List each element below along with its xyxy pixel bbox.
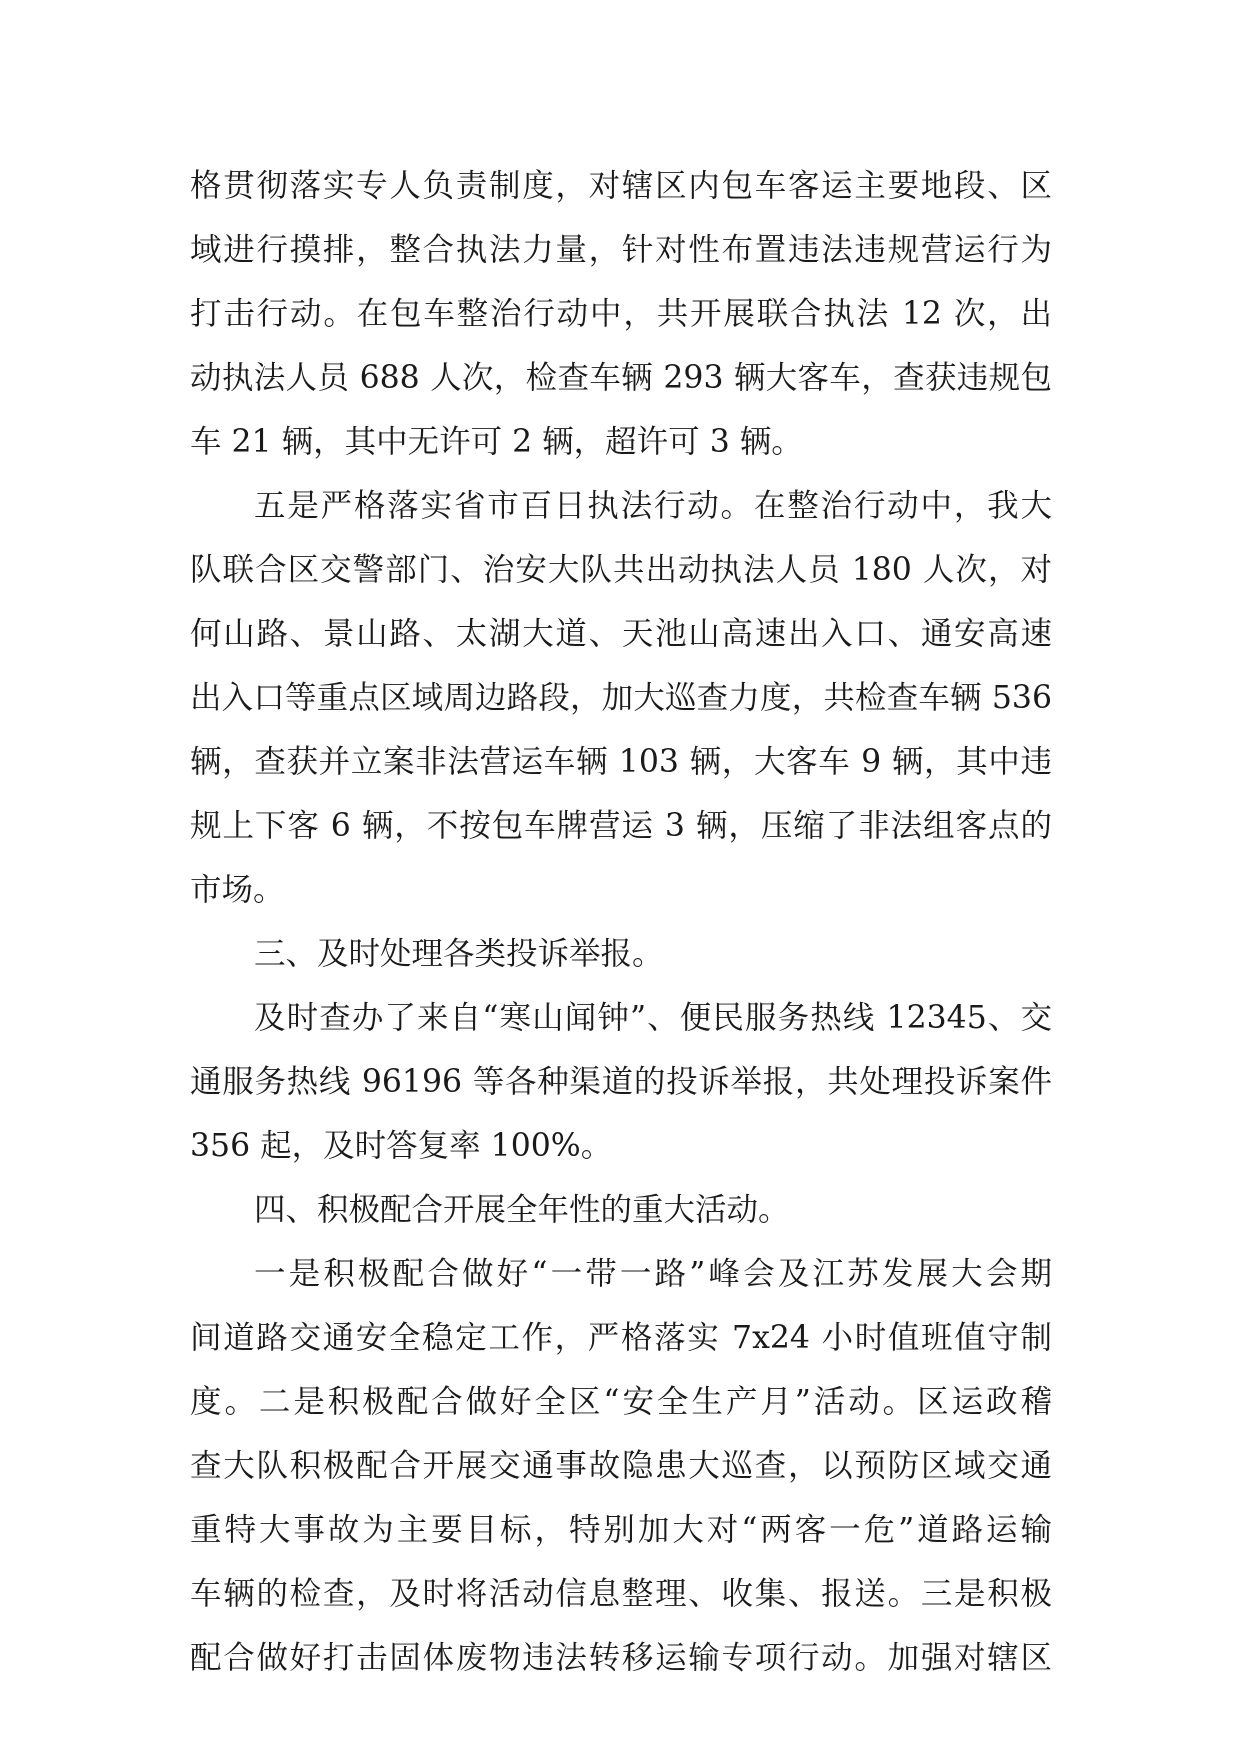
paragraph-line: 通服务热线 96196 等各种渠道的投诉举报，共处理投诉案件 [190, 1064, 1052, 1100]
paragraph-line: 车 21 辆，其中无许可 2 辆，超许可 3 辆。 [190, 424, 803, 460]
paragraph-line: 车辆的检查，及时将活动信息整理、收集、报送。三是积极 [190, 1576, 1052, 1612]
paragraph-line: 动执法人员 688 人次，检查车辆 293 辆大客车，查获违规包 [190, 360, 1052, 396]
paragraph-line: 域进行摸排，整合执法力量，针对性布置违法违规营运行为 [190, 232, 1052, 268]
paragraph-line: 及时查办了来自“寒山闻钟”、便民服务热线 12345、交 [254, 1000, 1052, 1036]
section-heading: 四、积极配合开展全年性的重大活动。 [254, 1192, 790, 1228]
document-body [190, 154, 1052, 1690]
paragraph-line: 配合做好打击固体废物违法转移运输专项行动。加强对辖区 [190, 1640, 1052, 1676]
paragraph-line: 市场。 [190, 872, 285, 908]
paragraph-line: 一是积极配合做好“一带一路”峰会及江苏发展大会期 [254, 1256, 1052, 1292]
paragraph-line: 五是严格落实省市百日执法行动。在整治行动中，我大 [254, 488, 1052, 524]
paragraph-line: 间道路交通安全稳定工作，严格落实 7x24 小时值班值守制 [190, 1320, 1052, 1356]
paragraph-line: 队联合区交警部门、治安大队共出动执法人员 180 人次，对 [190, 552, 1052, 588]
paragraph-line: 打击行动。在包车整治行动中，共开展联合执法 12 次，出 [190, 296, 1052, 332]
paragraph-line: 重特大事故为主要目标，特别加大对“两客一危”道路运输 [190, 1512, 1052, 1548]
paragraph-line: 辆，查获并立案非法营运车辆 103 辆，大客车 9 辆，其中违 [190, 744, 1052, 780]
paragraph-line: 查大队积极配合开展交通事故隐患大巡查，以预防区域交通 [190, 1448, 1052, 1484]
section-heading: 三、及时处理各类投诉举报。 [254, 936, 664, 972]
paragraph-line: 度。二是积极配合做好全区“安全生产月”活动。区运政稽 [190, 1384, 1052, 1420]
paragraph-line: 规上下客 6 辆，不按包车牌营运 3 辆，压缩了非法组客点的 [190, 808, 1052, 844]
paragraph-line: 出入口等重点区域周边路段，加大巡查力度，共检查车辆 536 [190, 680, 1052, 716]
paragraph-line: 格贯彻落实专人负责制度，对辖区内包车客运主要地段、区 [190, 168, 1052, 204]
paragraph-line: 356 起，及时答复率 100%。 [190, 1128, 613, 1164]
paragraph-line: 何山路、景山路、太湖大道、天池山高速出入口、通安高速 [190, 616, 1052, 652]
